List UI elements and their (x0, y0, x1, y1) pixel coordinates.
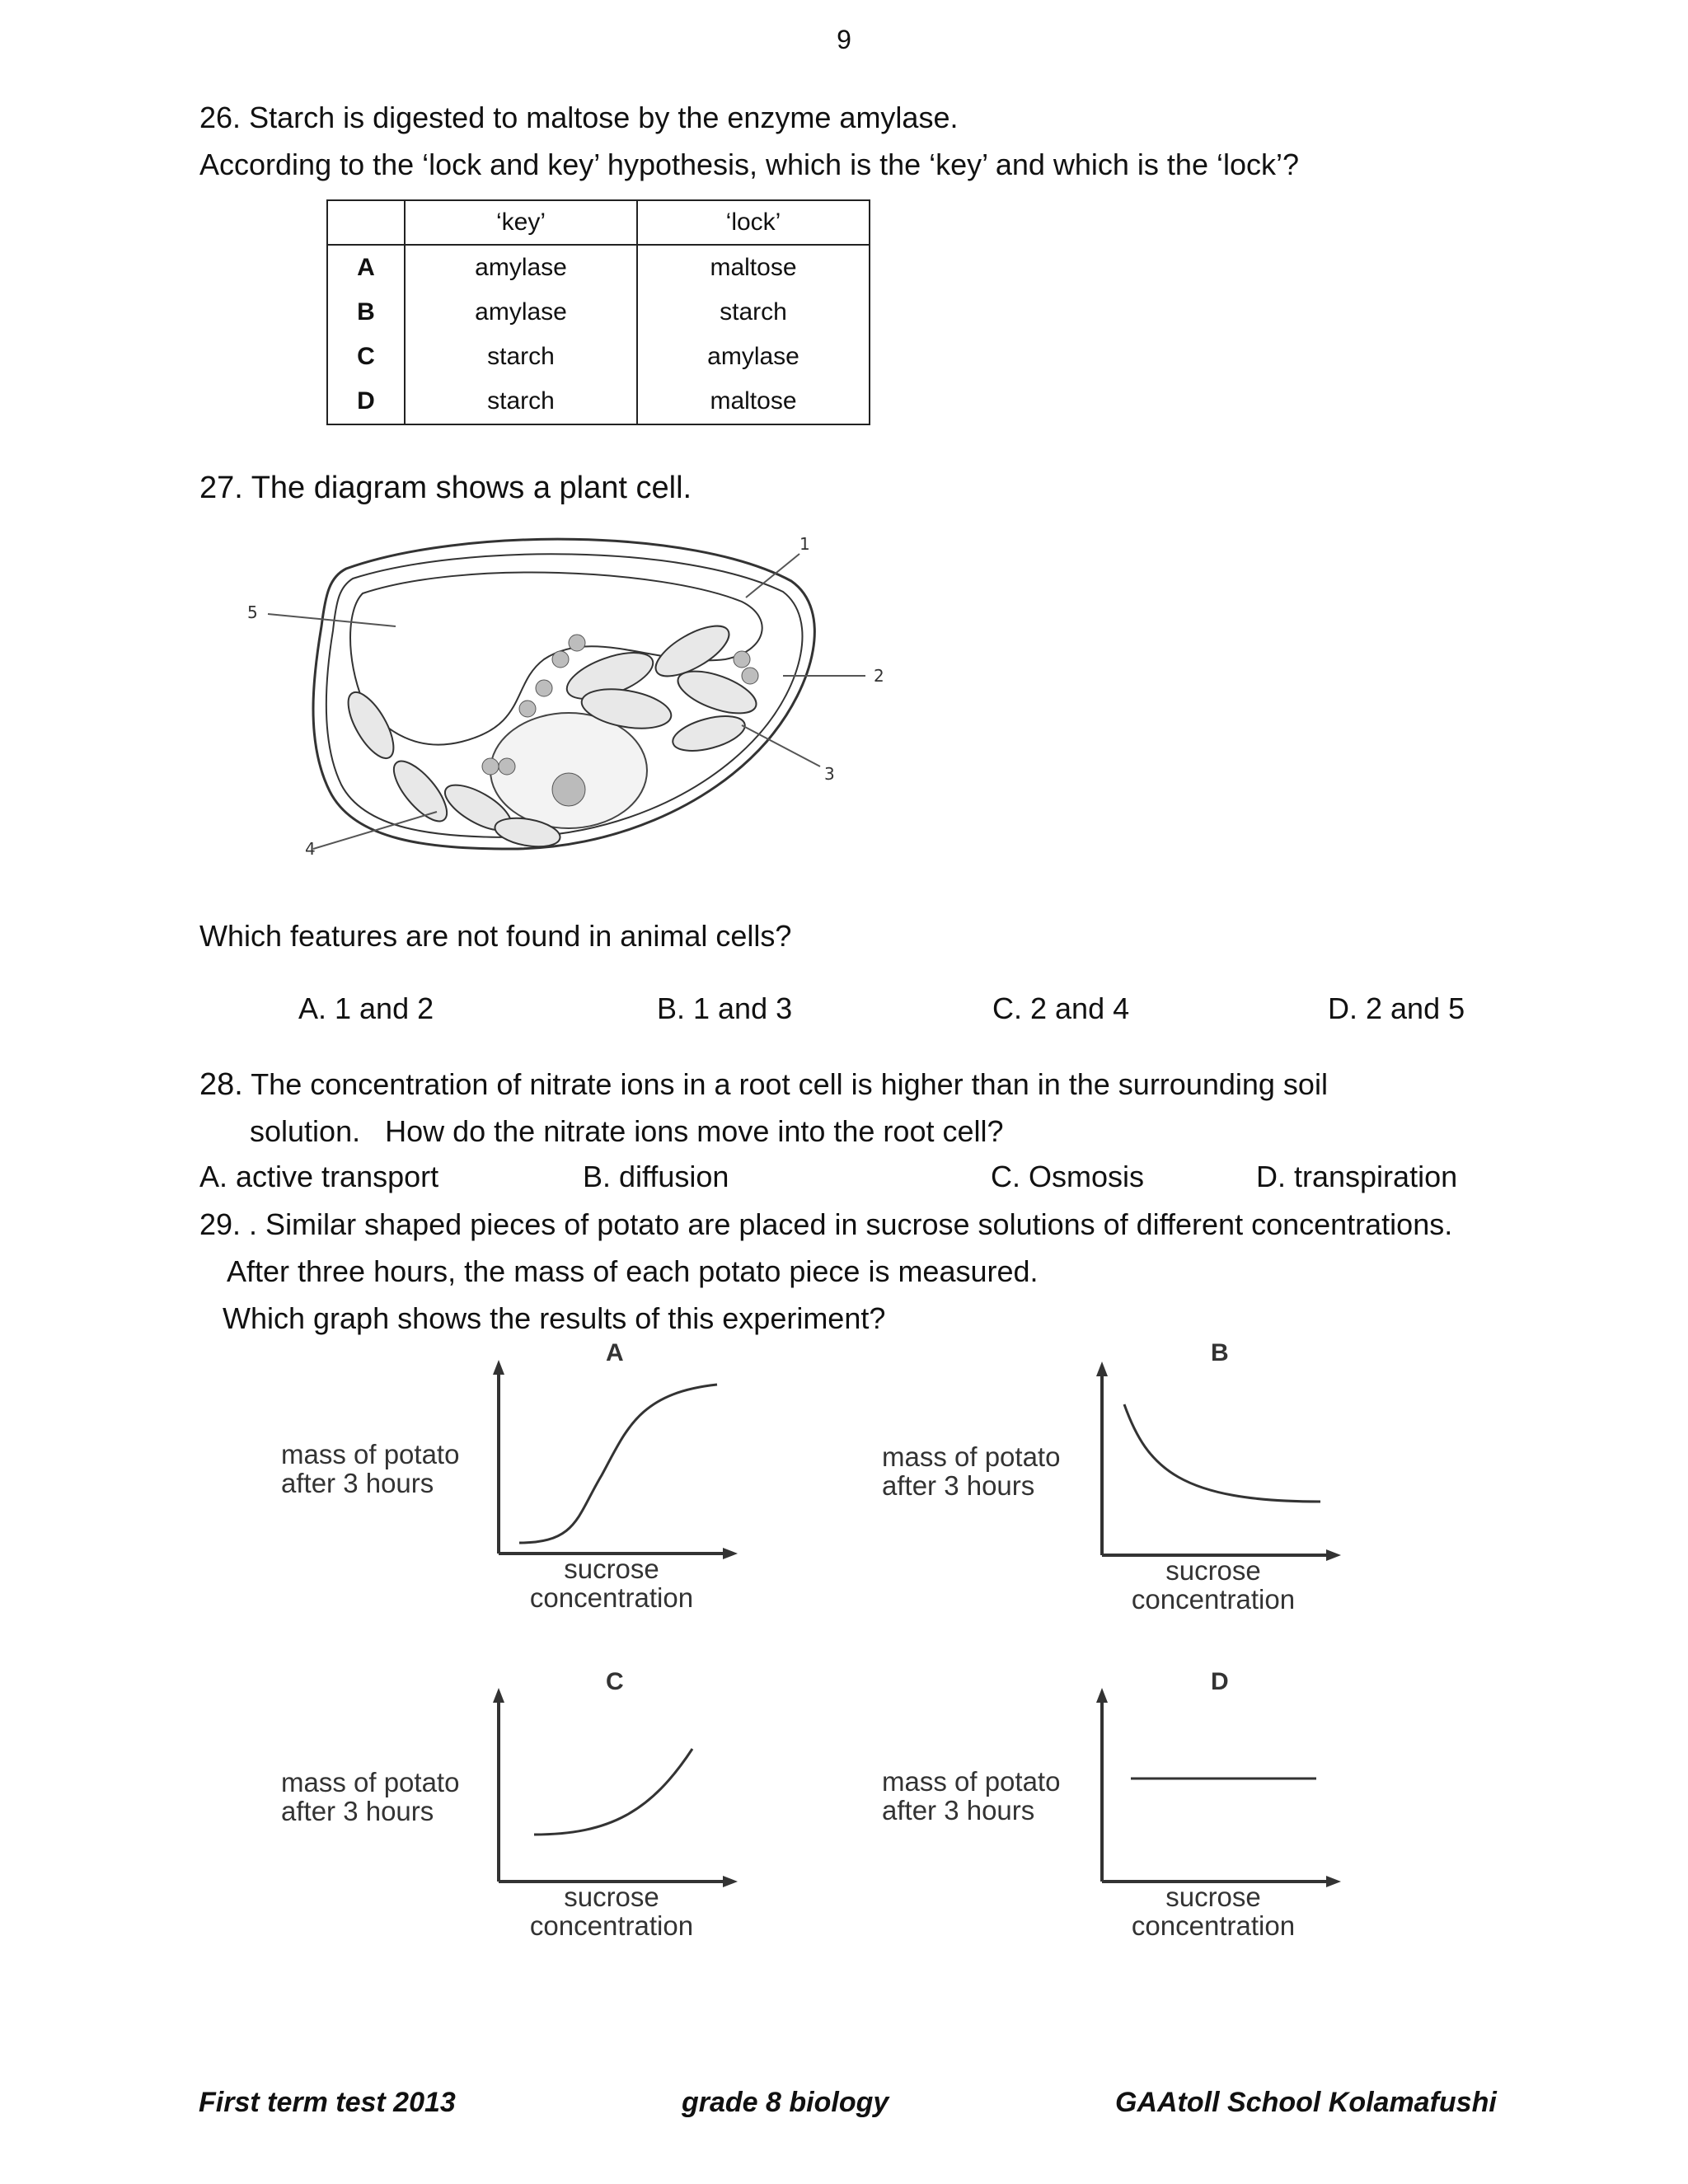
graph-a-curve (519, 1385, 717, 1543)
table-row (328, 245, 869, 290)
graph-b-ylabel-line2: after 3 hours (882, 1470, 1035, 1502)
key-lock-table (326, 199, 870, 425)
graph-b-xlabel-line2: concentration (1131, 1583, 1296, 1615)
q27-option-d: D. 2 and 5 (1328, 991, 1465, 1025)
graph-a (486, 1352, 750, 1566)
q27-text: The diagram shows a plant cell. (251, 471, 692, 505)
q27-heading (199, 469, 692, 509)
table-cell: starch (405, 335, 637, 379)
q27-question: Which features are not found in animal cells? (199, 919, 792, 953)
graph-d-xlabel (1090, 1883, 1337, 1940)
graph-c-ylabel-line2: after 3 hours (281, 1796, 434, 1827)
q29-line3: Which graph shows the results of this experiment? (223, 1301, 886, 1335)
footer-left: First term test 2013 (199, 2087, 456, 2118)
graph-c-letter: C (606, 1668, 624, 1695)
plant-cell-diagram (231, 527, 940, 874)
table-cell: maltose (710, 387, 797, 415)
q26-number: 26. (199, 101, 241, 134)
graph-d-ylabel (882, 1767, 1060, 1825)
q29-line2: After three hours, the mass of each potato piece is measured. (227, 1254, 1039, 1288)
table-cell: starch (405, 379, 637, 424)
graph-d-xlabel-line1: sucrose (1165, 1882, 1261, 1912)
table-cell: D (357, 387, 375, 415)
graph-b-ylabel-line1: mass of potato (882, 1441, 1061, 1472)
graph-c (486, 1680, 750, 1894)
table-cell: C (357, 343, 375, 370)
q28-option-d: D. transpiration (1256, 1160, 1458, 1193)
table-row (328, 290, 869, 335)
graph-c-xlabel (488, 1883, 735, 1940)
q27-option-b: B. 1 and 3 (657, 991, 793, 1025)
table-cell: amylase (405, 290, 637, 335)
graph-a-xlabel-line1: sucrose (564, 1554, 659, 1584)
q29-line1: 29. . Similar shaped pieces of potato are placed in sucrose solutions of different concentrations. (199, 1207, 1453, 1241)
graph-b-xlabel-line1: sucrose (1165, 1555, 1261, 1586)
table-row (328, 335, 869, 379)
graph-d-ylabel-line1: mass of potato (882, 1766, 1061, 1797)
table-cell: amylase (405, 245, 637, 290)
graph-b-curve (1124, 1404, 1320, 1502)
graph-d-ylabel-line2: after 3 hours (882, 1795, 1035, 1826)
q28-number: 28. (199, 1067, 243, 1102)
q26-text: Starch is digested to maltose by the enzyme amylase. (249, 101, 959, 134)
graph-a-ylabel-line1: mass of potato (281, 1439, 460, 1469)
graph-b (1090, 1353, 1353, 1568)
table-header-cell: ‘lock’ (637, 201, 869, 245)
graph-d-xlabel-line2: concentration (1131, 1910, 1296, 1941)
diagram-label-5: 5 (247, 602, 258, 622)
q28-line2: solution. How do the nitrate ions move into the root cell? (250, 1114, 1004, 1148)
graph-b-letter: B (1211, 1339, 1229, 1366)
diagram-label-3: 3 (824, 764, 835, 784)
page-number: 9 (837, 25, 851, 54)
graph-c-ylabel (281, 1768, 459, 1826)
graph-b-xlabel (1090, 1557, 1337, 1614)
graph-d-letter: D (1211, 1668, 1229, 1695)
table-cell: A (357, 254, 375, 281)
q27-option-c: C. 2 and 4 (992, 991, 1130, 1025)
graph-a-ylabel (281, 1440, 459, 1498)
q28-option-c: C. Osmosis (991, 1160, 1145, 1193)
diagram-label-1: 1 (799, 534, 810, 554)
table-header-row (328, 201, 869, 245)
table-header-cell (328, 201, 405, 245)
table-cell: B (357, 298, 375, 326)
footer-center: grade 8 biology (682, 2087, 889, 2118)
footer-right: GAAtoll School Kolamafushi (1115, 2087, 1497, 2118)
diagram-label-4: 4 (305, 839, 316, 859)
table-cell: amylase (707, 343, 799, 370)
q26-line2: According to the ‘lock and key’ hypothesis, which is the ‘key’ and which is the ‘lock’? (199, 148, 1300, 181)
table-cell: starch (720, 298, 787, 326)
diagram-label-2: 2 (874, 666, 884, 686)
graph-a-xlabel-line2: concentration (529, 1582, 694, 1613)
q26-line1 (199, 99, 958, 136)
q27-number: 27. (199, 471, 243, 505)
graph-c-ylabel-line1: mass of potato (281, 1767, 460, 1797)
table-row (328, 379, 869, 424)
q28-line1 (199, 1066, 1328, 1105)
graph-d (1090, 1680, 1353, 1894)
graph-a-letter: A (606, 1339, 624, 1366)
graph-c-xlabel-line2: concentration (529, 1910, 694, 1941)
q28-text: The concentration of nitrate ions in a root cell is higher than in the surrounding soil (251, 1067, 1328, 1101)
graph-c-xlabel-line1: sucrose (564, 1882, 659, 1912)
graph-a-xlabel (488, 1555, 735, 1612)
table-cell: maltose (710, 254, 797, 281)
graph-a-ylabel-line2: after 3 hours (281, 1468, 434, 1499)
q27-option-a: A. 1 and 2 (298, 991, 434, 1025)
table-header-cell: ‘key’ (405, 201, 637, 245)
q28-option-b: B. diffusion (583, 1160, 729, 1193)
graph-b-ylabel (882, 1442, 1060, 1501)
graph-c-curve (534, 1749, 692, 1835)
q28-option-a: A. active transport (199, 1160, 439, 1193)
nucleolus (552, 773, 585, 806)
